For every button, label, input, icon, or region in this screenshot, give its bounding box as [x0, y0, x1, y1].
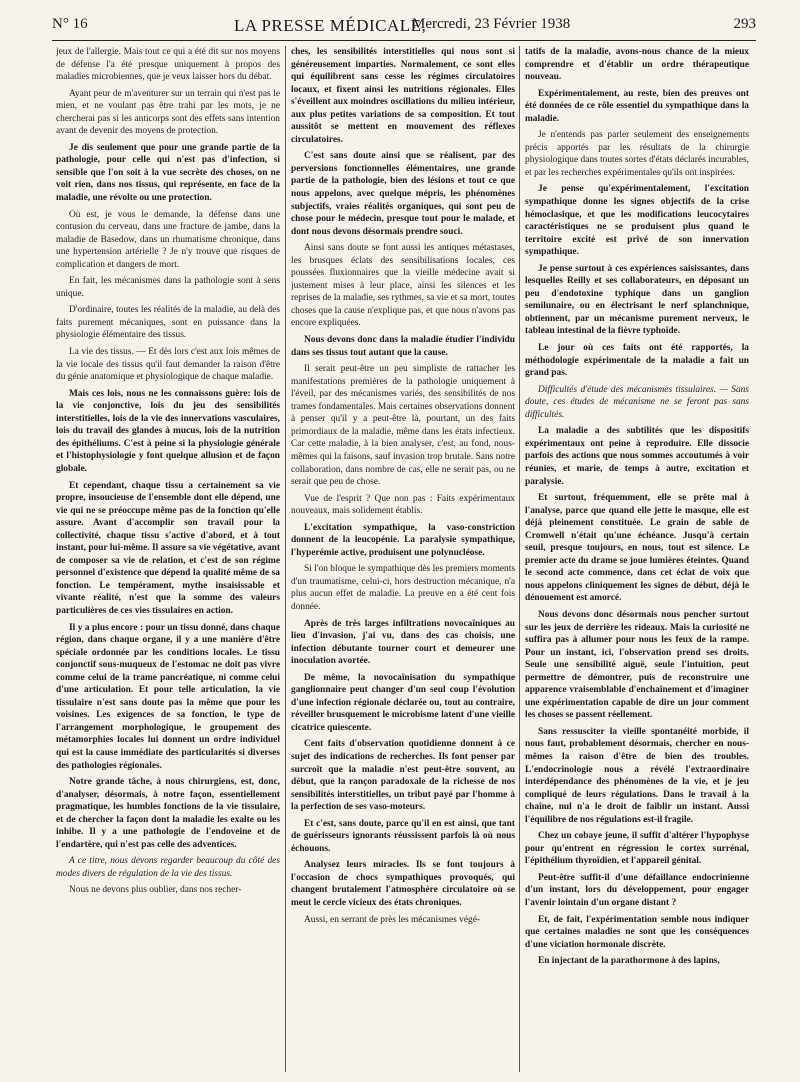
paragraph: Après de très larges infiltrations novocaïniques au lieu d'invasion, j'ai vu, dans des cas choisis, une infection débutante tourner court et demeurer une inoculation avortée.: [291, 618, 515, 667]
paragraph: Il y a plus encore : pour un tissu donné, dans chaque région, dans chaque organe, il y a une manière d'être spéciale ordonnée par les conditions locales. Le tissu conjonctif sous-muqueux de l'estomac ne doit pas vivre comme celui de la trame pancréatique, ni comme celui d'une articulation. Et pour telle articulation, la vie tissulaire n'est sans doute pas la même que pour les voisines. Les exigences de sa fonction, le type de l'arrangement morphologique, le groupement des métamorphies locales lui donnent un ordre individuel qui est la cause immédiate des particularités si diverses des pathologies régionales.: [56, 622, 280, 771]
paragraph: Il serait peut-être un peu simpliste de rattacher les manifestations premières de la pathologie uniquement à l'éveil, par des mécanismes variés, des sensibilités de nos trames fondamentales. Mais certaines observations donnent à penser qu'il y a peut-être là, pourtant, un des faits primordiaux de la maladie, même dans les états infectieux. Car cette maladie, à la bien analyser, c'est, au fond, nous-mêmes qui la faisons, sauf invasion trop brutale. Sans notre collaboration, dans nombre de cas, elle ne serait pas, ou ne serait que peu de chose.: [291, 364, 515, 488]
page-header: [52, 12, 756, 41]
paragraph: L'excitation sympathique, la vaso-constriction donnent de la leucopénie. La paralysie sympathique, l'hyperémie active, produisent une polynucléose.: [291, 522, 515, 558]
paragraph: Je pense qu'expérimentalement, l'excitation sympathique donne les signes objectifs de la crise hémoclasique, et que les modifications leucocytaires caractéristiques ne se produisent plus quand le territoire excité est privé de son innervation sympathique.: [525, 184, 749, 258]
paragraph: Et surtout, fréquemment, elle se prête mal à l'analyse, parce que quand elle jette le masque, elle est déjà pleinement constituée. Le grain de sable de Cromwell n'était qu'une échéance. Jusqu'à certain seuil, presque toujours, en nous, tout est silence. Le premier acte du drame se joue lumières éteintes. Quand le second acte commence, dans cet éclat de voix que nous appelons cliniquement les signes de début, déjà le dénouement est amorcé.: [525, 493, 749, 604]
paragraph: La maladie a des subtilités que les dispositifs expérimentaux ont peine à reproduire. Elle dissocie parfois des actions que nous sommes accoutumés à voir réunies, et marie, de temps à autre, excitation et paralysie.: [525, 426, 749, 487]
paragraph: Nous devons donc désormais nous pencher surtout sur les jeux de derrière les rideaux. Mais la curiosité ne suffira pas à allumer pour nous les feux de la rampe. Pour un instant, ici, l'observation prend ses droits. Seule une sensibilité aiguë, seule l'intuition, peut permettre de démontrer, puis de reconstruire une apparence vraisemblable d'enchaînement et d'imaginer une expérimentation capable de dire un jour comment les choses se passent réellement.: [525, 609, 749, 721]
paragraph: Et cependant, chaque tissu a certainement sa vie propre, insoucieuse de l'ensemble dont elle dépend, une vie qui ne se préoccupe même pas de la fonction qu'elle assure. Avant d'accomplir son travail pour la collectivité, chaque tissu s'active d'abord, et à tout instant, pour lui-même. Il assure sa vie végétative, avant de composer sa vie de relation, et c'est de son régime personnel d'existence que dépend la qualité même de sa fonction. Le tempérament, mythe insaisissable et vivante réalité, n'est que la somme des valeurs particulières de ces vies tissulaires en action.: [56, 480, 280, 616]
paragraph: ches, les sensibilités interstitielles qui nous sont si généreusement imparties. Normalement, ce sont elles qui équilibrent sans cesse les régimes circulatoires locaux, et fixent ainsi les nutritions régionales. Elles s'éveillent aux moindres oscillations du milieu intérieur, aux plus petites variations de sa composition. Et tout aussitôt se mettent en mouvement des réflexes circulatoires.: [291, 47, 515, 145]
section-paragraph: La vie des tissus. — Et dès lors c'est aux lois mêmes de la vie locale des tissus qu'il faut demander la raison d'être du génie anatomique et physiologique de chaque maladie.: [56, 347, 280, 383]
paragraph: Aussi, en serrant de près les mécanismes végé-: [304, 914, 480, 925]
paragraph: Cent faits d'observation quotidienne donnent à ce sujet des indications de recherches. Ils font penser par surcroît que la maladie n'est peut-être souvent, au début, que la rançon paradoxale de la richesse de nos sensibilités interstitielles, un tribut payé par l'homme à la perfection de ses vaso-moteurs.: [291, 739, 515, 813]
column-2: [291, 46, 515, 1076]
paragraph: Chez un cobaye jeune, il suffit d'altérer l'hypophyse pour qu'entrent en régression le cortex surrénal, l'épithélium thyroïdien, et l'appareil génital.: [525, 831, 749, 867]
paragraph: Si l'on bloque le sympathique dès les premiers moments d'un traumatisme, celui-ci, hors destruction mécanique, n'a plus aucun effet de maladie. La preuve en a été cent fois donnée.: [291, 564, 515, 612]
issue-number: N° 16: [52, 16, 88, 32]
paragraph: Je pense surtout à ces expériences saisissantes, dans lesquelles Reilly et ses collaborateurs, en déposant un peu d'endotoxine typhique dans un ganglion semilunaire, ou en électrisant le nerf splanchnique, obtiennent, par un mécanisme purement nerveux, le tableau intestinal de la fièvre typhoïde.: [525, 263, 749, 337]
paragraph: Vue de l'esprit ? Que non pas : Faits expérimentaux nouveaux, mais solidement établis.: [291, 493, 515, 517]
paragraph: Ainsi sans doute se font aussi les antiques métastases, les brusques éclats des sensibilisations locales, ces poussées fluxionnaires que la vieille médecine avait si justement mises à leur place, ainsi les silences et les reprises de la maladie, ses rythmes, sa vie et sa mort, toutes choses que la cause n'explique pas, et que nous n'avons pas encore expliquées.: [291, 243, 515, 329]
page-number: 293: [733, 16, 756, 32]
paragraph: D'ordinaire, toutes les réalités de la maladie, au delà des faits purement mécaniques, sont en puissance dans la physiologie élémentaire des tissus.: [56, 305, 280, 341]
paragraph: Et c'est, sans doute, parce qu'il en est ainsi, que tant de guérisseurs ignorants réussissent parfois là où nous échouons.: [291, 818, 515, 854]
paragraph: jeux de l'allergie. Mais tout ce qui a été dit sur nos moyens de défense l'a été presque uniquement à propos des maladies microbiennes, que je veux laisser hors du débat.: [56, 47, 280, 83]
paragraph: Je dis seulement que pour une grande partie de la pathologie, pour celle qui n'est pas d'infection, si sensible que l'on soit à la vue secrète des choses, on ne voit rien, dans nos tissus, qui représente, en face de la maladie, une révolte ou une protection.: [56, 142, 280, 204]
column-3: [525, 46, 749, 1076]
paragraph: Où est, je vous le demande, la défense dans une contusion du cerveau, dans une fracture de jambe, dans la maladie de Basedow, dans un rhumatisme chronique, dans une hypertension artérielle ? Je n'y trouve que risques de complication et dangers de mort.: [56, 209, 280, 270]
paragraph: Nous devons donc dans la maladie étudier l'individu dans ses tissus tout autant que la cause.: [291, 335, 515, 358]
column-1: [56, 46, 280, 1076]
paragraph: Je n'entends pas parler seulement des enseignements précis apportés par les résultats de la chirurgie physiologique dans toutes sortes d'états déclarés incurables, et par les recherches expérimentales qu'ils ont inspirées.: [525, 130, 749, 178]
paragraph: A ce titre, nous devons regarder beaucoup du côté des modes divers de régulation de la vie des tissus.: [56, 856, 280, 879]
paragraph: En injectant de la parathormone à des lapins,: [538, 956, 720, 967]
paragraph: tatifs de la maladie, avons-nous chance de la mieux comprendre et d'établir un ordre thérapeutique nouveau.: [525, 47, 749, 83]
paragraph: En fait, les mécanismes dans la pathologie sont à sens unique.: [56, 276, 280, 299]
paragraph: Et, de fait, l'expérimentation semble nous indiquer que certaines maladies ne sont que les conséquences d'une viciation hormonale discrète.: [525, 914, 749, 950]
section-paragraph: Difficultés d'étude des mécanismes tissulaires. — Sans doute, ces études de mécanisme ne se feront pas sans difficultés.: [525, 384, 749, 420]
paragraph: Sans ressusciter la vieille spontanéité morbide, il nous faut, probablement désormais, chercher en nous-mêmes la raison d'être de bien des troubles. L'endocrinologie nous a révélé l'extraordinaire interdépendance des phénomènes de la vie, et je jeu compliqué de leurs régulations. Dans le travail à la chaîne, nul n'a le droit de faiblir un instant. Aussi l'équilibre de nos régulations est-il fragile.: [525, 726, 749, 825]
paragraph: C'est sans doute ainsi que se réalisent, par des perversions fonctionnelles élémentaires, une grande partie de la pathologie, bien des lésions et tout ce que nous appelons, avec quelque mépris, les phénomènes subjectifs, vraies réalités organiques, qui sont peu de chose pour le médecin, presque tout pour le malade, et dont nous devons désormais prendre souci.: [291, 151, 515, 237]
paragraph: De même, la novocaïnisation du sympathique ganglionnaire peut changer d'un seul coup l'évolution d'une infection régionale déclarée ou, tout au contraire, réveiller brusquement le microbisme latent d'une vieille cicatrice quiescente.: [291, 672, 515, 733]
issue-date: Mercredi, 23 Février 1938: [412, 16, 571, 32]
paragraph: Nous ne devons plus oublier, dans nos recher-: [69, 885, 242, 896]
paragraph: Mais ces lois, nous ne les connaissons guère: lois de la vie conjonctive, lois du jeu des sensibilités interstitielles, lois de la vie des innervations vasculaires, lois du travail des glandes à mucus, lois de la nutrition des épithéliums. C'est à peine si la physiologie générale et l'histophysiologie y font quelque allusion et de façon globale.: [56, 388, 280, 474]
paragraph: Analysez leurs miracles. Ils se font toujours à l'occasion de chocs sympathiques provoqués, qui changent brutalement l'atmosphère circulatoire où se meut le cercle vicieux des états chroniques.: [291, 860, 515, 908]
paragraph: Ayant peur de m'aventurer sur un terrain qui n'est pas le mien, et ne voulant pas être trahi par les mots, je ne chercherai pas si les anticorps sont des effets sans intention avant de devenir des moyens de protection.: [56, 88, 280, 137]
column-rule: [285, 46, 286, 1072]
paragraph: Expérimentalement, au reste, bien des preuves ont été données de ce rôle essentiel du sympathique dans la maladie.: [525, 88, 749, 124]
paragraph: Notre grande tâche, à nous chirurgiens, est, donc, d'analyser, désormais, à notre façon, essentiellement pragmatique, les humbles fonctions de la vie tissulaire, et de chercher la façon dont la maladie les exalte ou les inhibe. Il y a une pathologie de l'endoveine et de l'endartère, qui n'est pas celle des adventices.: [56, 777, 280, 850]
column-rule: [519, 46, 520, 1072]
paragraph: Le jour où ces faits ont été rapportés, la méthodologie expérimentale de la maladie a fait un grand pas.: [525, 343, 749, 379]
paragraph: Peut-être suffit-il d'une défaillance endocrinienne d'un instant, lors du développement, pour engager l'avenir lointain d'un organe distant ?: [525, 872, 749, 908]
journal-title: LA PRESSE MÉDICALE,: [234, 16, 427, 35]
